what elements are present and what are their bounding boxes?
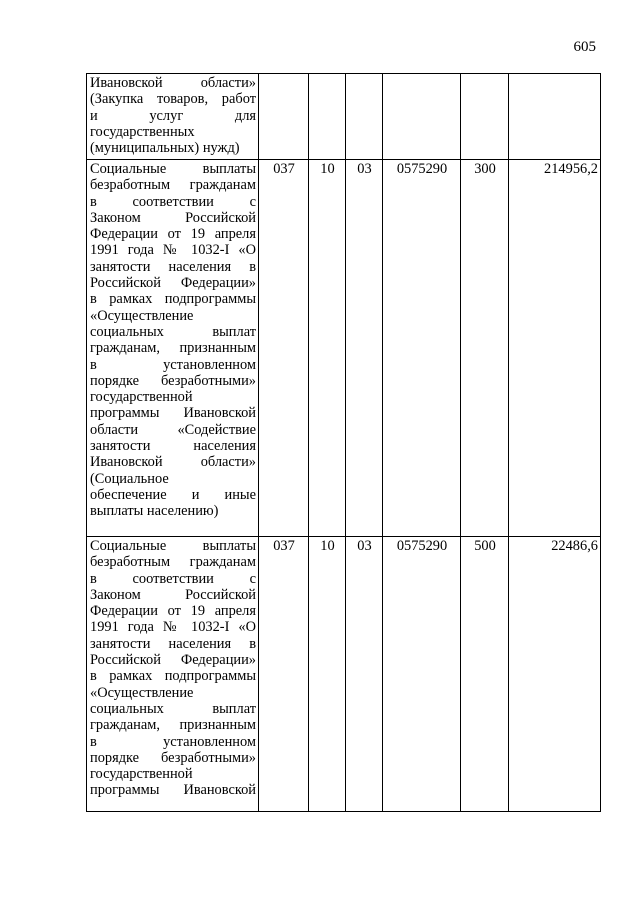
ministry-code-cell: 037: [259, 160, 309, 537]
description-line: области «Содействие: [90, 421, 256, 438]
ministry-code-cell: [259, 74, 309, 160]
description-line: Федерации от 19 апреля: [90, 226, 256, 243]
description-line: обеспечение и иные: [90, 486, 256, 503]
description-line: занятости населения в: [90, 635, 256, 652]
description-line: программы Ивановской: [90, 405, 256, 422]
table-row: [87, 74, 601, 160]
description-line: Законом Российской: [90, 586, 256, 603]
target-code-cell: [383, 74, 461, 160]
section-code-cell: 10: [309, 160, 346, 537]
description-line: государственных: [90, 123, 195, 140]
description-line: социальных выплат: [90, 700, 256, 717]
subsection-code-cell: 03: [346, 160, 383, 537]
section-code-cell: [309, 74, 346, 160]
description-line: 1991 года № 1032-I «О: [90, 242, 256, 259]
description-line: (Закупка товаров, работ: [90, 91, 256, 108]
description-line: порядке безработными»: [90, 372, 256, 389]
description-line: Социальные выплаты: [90, 161, 256, 177]
target-code-cell: 0575290: [383, 537, 461, 812]
description-line: в установленном: [90, 733, 256, 750]
description-line: государственной: [90, 389, 193, 406]
description-line: Социальные выплаты: [90, 538, 256, 554]
expense-type-cell: [461, 74, 509, 160]
description-line: порядке безработными»: [90, 749, 256, 766]
description-line: Ивановской области»: [90, 454, 256, 471]
description-line: в рамках подпрограммы: [90, 291, 256, 308]
ministry-code-cell: 037: [259, 537, 309, 812]
description-line: программы Ивановской: [90, 782, 256, 799]
subsection-code-cell: [346, 74, 383, 160]
description-line: социальных выплат: [90, 323, 256, 340]
table-row: [87, 160, 601, 537]
amount-cell: [509, 74, 601, 160]
description-line: 1991 года № 1032-I «О: [90, 619, 256, 636]
description-line: в рамках подпрограммы: [90, 668, 256, 685]
description-line: (муниципальных) нужд): [90, 140, 240, 157]
description-cell: [87, 160, 259, 537]
expense-type-cell: 300: [461, 160, 509, 537]
description-line: гражданам, признанным: [90, 717, 256, 734]
description-line: в соответствии с: [90, 570, 256, 587]
description-line: безработным гражданам: [90, 554, 256, 571]
table-row: [87, 537, 601, 812]
description-cell: [87, 537, 259, 812]
description-line: и услуг для: [90, 107, 256, 124]
description-line: Российской Федерации»: [90, 652, 256, 669]
description-line: Законом Российской: [90, 209, 256, 226]
description-line: гражданам, признанным: [90, 340, 256, 357]
description-line: в соответствии с: [90, 193, 256, 210]
description-line: в установленном: [90, 356, 256, 373]
description-line: государственной: [90, 766, 193, 783]
section-code-cell: 10: [309, 537, 346, 812]
description-line: выплаты населению): [90, 503, 219, 520]
amount-cell: 22486,6: [509, 537, 601, 812]
description-line: Ивановской области»: [90, 75, 256, 91]
target-code-cell: 0575290: [383, 160, 461, 537]
description-line: занятости населения: [90, 438, 256, 455]
description-line: занятости населения в: [90, 258, 256, 275]
subsection-code-cell: 03: [346, 537, 383, 812]
page-number: 605: [573, 39, 596, 55]
description-line: Российской Федерации»: [90, 275, 256, 292]
budget-table: [86, 73, 601, 812]
expense-type-cell: 500: [461, 537, 509, 812]
description-line: (Социальное: [90, 470, 169, 487]
description-line: безработным гражданам: [90, 177, 256, 194]
amount-cell: 214956,2: [509, 160, 601, 537]
description-line: Федерации от 19 апреля: [90, 603, 256, 620]
description-line: «Осуществление: [90, 684, 194, 701]
description-line: «Осуществление: [90, 307, 194, 324]
description-cell: [87, 74, 259, 160]
